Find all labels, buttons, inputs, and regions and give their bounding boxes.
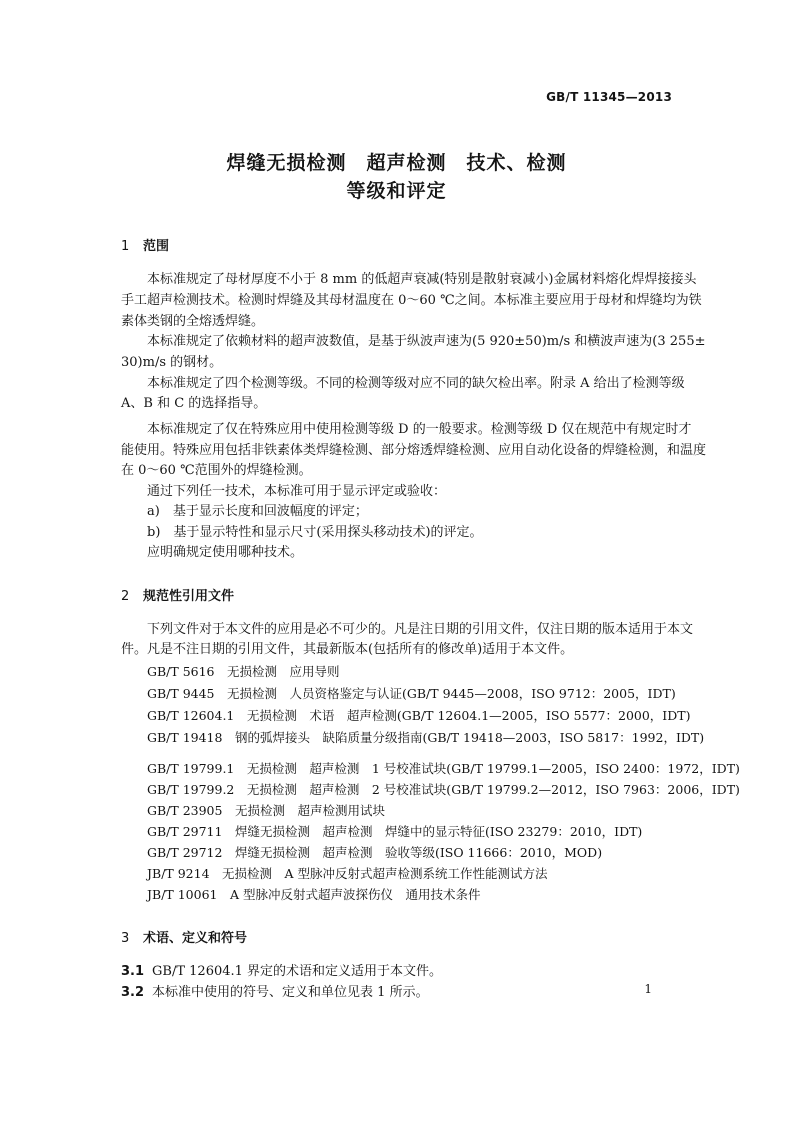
paragraph-line: 手工超声检测技术。检测时焊缝及其母材温度在 0～60 ℃之间。本标准主要应用于母材和焊缝均为铁 bbox=[121, 293, 702, 308]
clause-number: 3.2 bbox=[121, 985, 145, 1000]
reference-item: GB/T 5616 无损检测 应用导则 bbox=[147, 664, 340, 679]
paragraph-line: 能使用。特殊应用包括非铁素体类焊缝检测、部分熔透焊缝检测、应用自动化设备的焊缝检测，和温度 bbox=[121, 443, 707, 458]
clause-number: 3.1 bbox=[121, 964, 145, 979]
list-item-a: a) 基于显示长度和回波幅度的评定； bbox=[147, 504, 368, 519]
clause-3-2 bbox=[121, 984, 673, 1002]
reference-item: GB/T 23905 无损检测 超声检测用试块 bbox=[147, 803, 385, 818]
paragraph-line: A、B 和 C 的选择指导。 bbox=[121, 396, 267, 411]
reference-item: GB/T 12604.1 无损检测 术语 超声检测(GB/T 12604.1—2005，ISO 5577：2000，IDT) bbox=[147, 708, 691, 723]
list-item-b: b) 基于显示特性和显示尺寸(采用探头移动技术)的评定。 bbox=[147, 525, 483, 540]
paragraph-line: 本标准规定了依赖材料的超声波数值，是基于纵波声速为(5 920±50)m/s 和横波声速为(3 255± bbox=[147, 334, 706, 349]
section-1-heading bbox=[121, 235, 169, 254]
document-title-line-2: 等级和评定 bbox=[346, 180, 447, 202]
reference-item: JB/T 10061 A 型脉冲反射式超声波探伤仪 通用技术条件 bbox=[147, 887, 481, 902]
paragraph-line: 本标准规定了四个检测等级。不同的检测等级对应不同的缺欠检出率。附录 A 给出了检测等级 bbox=[147, 376, 685, 391]
section-2-heading bbox=[121, 585, 234, 604]
section-3-heading bbox=[121, 927, 247, 946]
clause-text: 本标准中使用的符号、定义和单位见表 1 所示。 bbox=[152, 985, 429, 1000]
section-title: 术语、定义和符号 bbox=[143, 931, 248, 946]
paragraph-line: 素体类钢的全熔透焊缝。 bbox=[121, 314, 265, 329]
section-number: 2 bbox=[121, 589, 130, 604]
section-title: 规范性引用文件 bbox=[143, 589, 235, 604]
paragraph-line: 下列文件对于本文件的应用是必不可少的。凡是注日期的引用文件，仅注日期的版本适用于本文 bbox=[147, 622, 694, 637]
paragraph-line: 应明确规定使用哪种技术。 bbox=[147, 545, 304, 560]
paragraph-line: 件。凡是不注日期的引用文件，其最新版本(包括所有的修改单)适用于本文件。 bbox=[121, 642, 574, 657]
document-title-line-1: 焊缝无损检测 超声检测 技术、检测 bbox=[226, 152, 567, 174]
reference-item: GB/T 29712 焊缝无损检测 超声检测 验收等级(ISO 11666：2010，MOD) bbox=[147, 845, 603, 860]
paragraph-line: 通过下列任一技术，本标准可用于显示评定或验收： bbox=[147, 484, 447, 499]
clause-3-1 bbox=[121, 963, 673, 981]
reference-item: GB/T 19799.1 无损检测 超声检测 1 号校准试块(GB/T 19799.1—2005，ISO 2400：1972，IDT) bbox=[147, 761, 740, 776]
reference-item: GB/T 9445 无损检测 人员资格鉴定与认证(GB/T 9445—2008，ISO 9712：2005，IDT) bbox=[147, 686, 676, 701]
section-number: 1 bbox=[121, 239, 130, 254]
page-number: 1 bbox=[644, 982, 652, 996]
reference-item: JB/T 9214 无损检测 A 型脉冲反射式超声检测系统工作性能测试方法 bbox=[147, 866, 548, 881]
paragraph-line: 在 0～60 ℃范围外的焊缝检测。 bbox=[121, 463, 312, 478]
section-title: 范围 bbox=[143, 239, 170, 254]
reference-item: GB/T 19799.2 无损检测 超声检测 2 号校准试块(GB/T 19799.2—2012，ISO 7963：2006，IDT) bbox=[147, 782, 740, 797]
paragraph-line: 本标准规定了仅在特殊应用中使用检测等级 D 的一般要求。检测等级 D 仅在规范中有规定时才 bbox=[147, 422, 692, 437]
paragraph-line: 30)m/s 的钢材。 bbox=[121, 355, 223, 370]
reference-item: GB/T 29711 焊缝无损检测 超声检测 焊缝中的显示特征(ISO 23279：2010，IDT) bbox=[147, 824, 643, 839]
reference-item: GB/T 19418 钢的弧焊接头 缺陷质量分级指南(GB/T 19418—2003，ISO 5817：1992，IDT) bbox=[147, 730, 705, 745]
standard-code: GB/T 11345—2013 bbox=[546, 90, 672, 104]
paragraph-line: 本标准规定了母材厚度不小于 8 mm 的低超声衰减(特别是散射衰减小)金属材料熔化焊焊接接头 bbox=[147, 272, 697, 287]
section-number: 3 bbox=[121, 931, 130, 946]
clause-text: GB/T 12604.1 界定的术语和定义适用于本文件。 bbox=[152, 964, 443, 979]
